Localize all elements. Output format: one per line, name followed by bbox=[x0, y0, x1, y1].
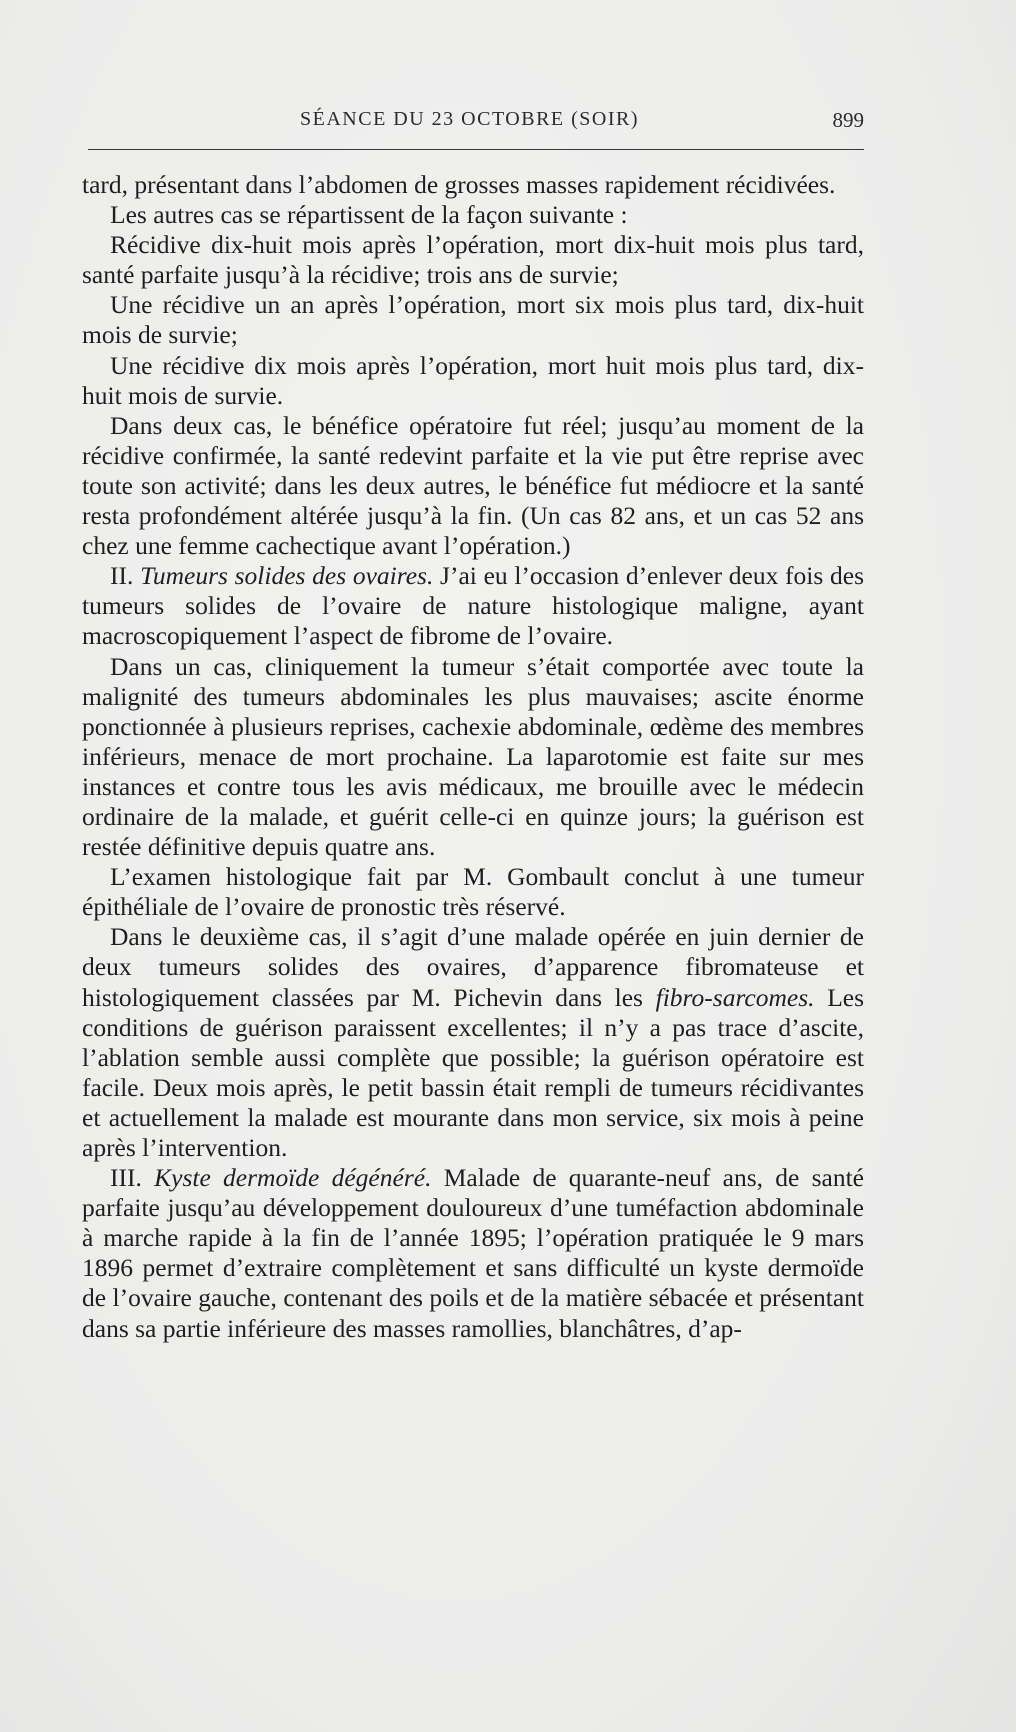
section-text: J’ai eu l’occasion d’enlever deux fois des tumeurs solides de l’ovaire de nature histologique maligne, ayant macroscopiquement l’aspect de fibrome de l’ovaire. bbox=[82, 561, 864, 651]
paragraph-7-section-ii bbox=[82, 561, 864, 651]
paragraph-10-italic: fibro-sarcomes. bbox=[655, 982, 815, 1012]
section-title: Kyste dermoïde dégénéré. bbox=[154, 1163, 432, 1193]
page-header bbox=[90, 108, 864, 138]
paragraph-11-section-iii bbox=[82, 1163, 864, 1344]
paragraph-1: tard, présentant dans l’abdomen de grosses masses rapidement récidivées. bbox=[82, 170, 836, 199]
paragraph-10 bbox=[82, 922, 864, 1163]
body-text bbox=[82, 170, 864, 1344]
section-numeral: III. bbox=[110, 1163, 142, 1193]
header-rule bbox=[88, 149, 864, 150]
section-numeral: II. bbox=[110, 561, 134, 591]
section-text: Malade de quarante-neuf ans, de santé parfaite jusqu’au développement douloureux d’une tuméfaction abdominale à marche rapide à la fin de l’année 1895; l’opération pratiquée le 9 mars 1896 permet d’extraire complètement et sans difficulté un kyste dermoïde de l’ovaire gauche, contenant des poils et de la matière sébacée et présentant dans sa partie inférieure des masses ramollies, blanchâtres, d’ap- bbox=[82, 1163, 864, 1343]
paragraph-5: Une récidive dix mois après l’opération, mort huit mois plus tard, dix-huit mois de survie. bbox=[82, 350, 864, 410]
paragraph-9: L’examen histologique fait par M. Gombault conclut à une tumeur épithéliale de l’ovaire de pronostic très réservé. bbox=[82, 862, 864, 922]
paragraph-3: Récidive dix-huit mois après l’opération, mort dix-huit mois plus tard, santé parfaite jusqu’à la récidive; trois ans de survie; bbox=[82, 230, 864, 290]
paragraph-10-after: Les conditions de guérison paraissent excellentes; il n’y a pas trace d’ascite, l’ablation semble aussi complète que possible; la guérison opératoire est facile. Deux mois après, le petit bassin était rempli de tumeurs récidivantes et actuellement la malade est mourante dans mon service, six mois à peine après l’intervention. bbox=[82, 982, 865, 1162]
paragraph-2: Les autres cas se répartissent de la façon suivante : bbox=[110, 200, 628, 230]
paragraph-6: Dans deux cas, le bénéfice opératoire fut réel; jusqu’au moment de la récidive confirmée, la santé redevint parfaite et la vie put être reprise avec toute son activité; dans les deux autres, le bénéfice fut médiocre et la santé resta profondément altérée jusqu’à la fin. (Un cas 82 ans, et un cas 52 ans chez une femme cachectique avant l’opération.) bbox=[82, 410, 864, 561]
paragraph-8: Dans un cas, cliniquement la tumeur s’était comportée avec toute la malignité des tumeurs abdominales les plus mauvaises; ascite énorme ponctionnée à plusieurs reprises, cachexie abdominale, œdème des membres inférieurs, menace de mort prochaine. La laparotomie est faite sur mes instances et contre tous les avis médicaux, me brouille avec le médecin ordinaire de la malade, et guérit celle-ci en quinze jours; la guérison est restée définitive depuis quatre ans. bbox=[82, 651, 864, 862]
page-number: 899 bbox=[832, 108, 864, 132]
section-title: Tumeurs solides des ovaires. bbox=[140, 561, 434, 591]
paragraph-10-before: Dans le deuxième cas, il s’agit d’une malade opérée en juin dernier de deux tumeurs solides des ovaires, d’apparence fibromateuse et histologiquement classées par M. Pichevin dans les bbox=[82, 922, 864, 1012]
running-head: SÉANCE DU 23 OCTOBRE (SOIR) bbox=[300, 108, 640, 130]
paragraph-4: Une récidive un an après l’opération, mort six mois plus tard, dix-huit mois de survie; bbox=[82, 290, 864, 350]
